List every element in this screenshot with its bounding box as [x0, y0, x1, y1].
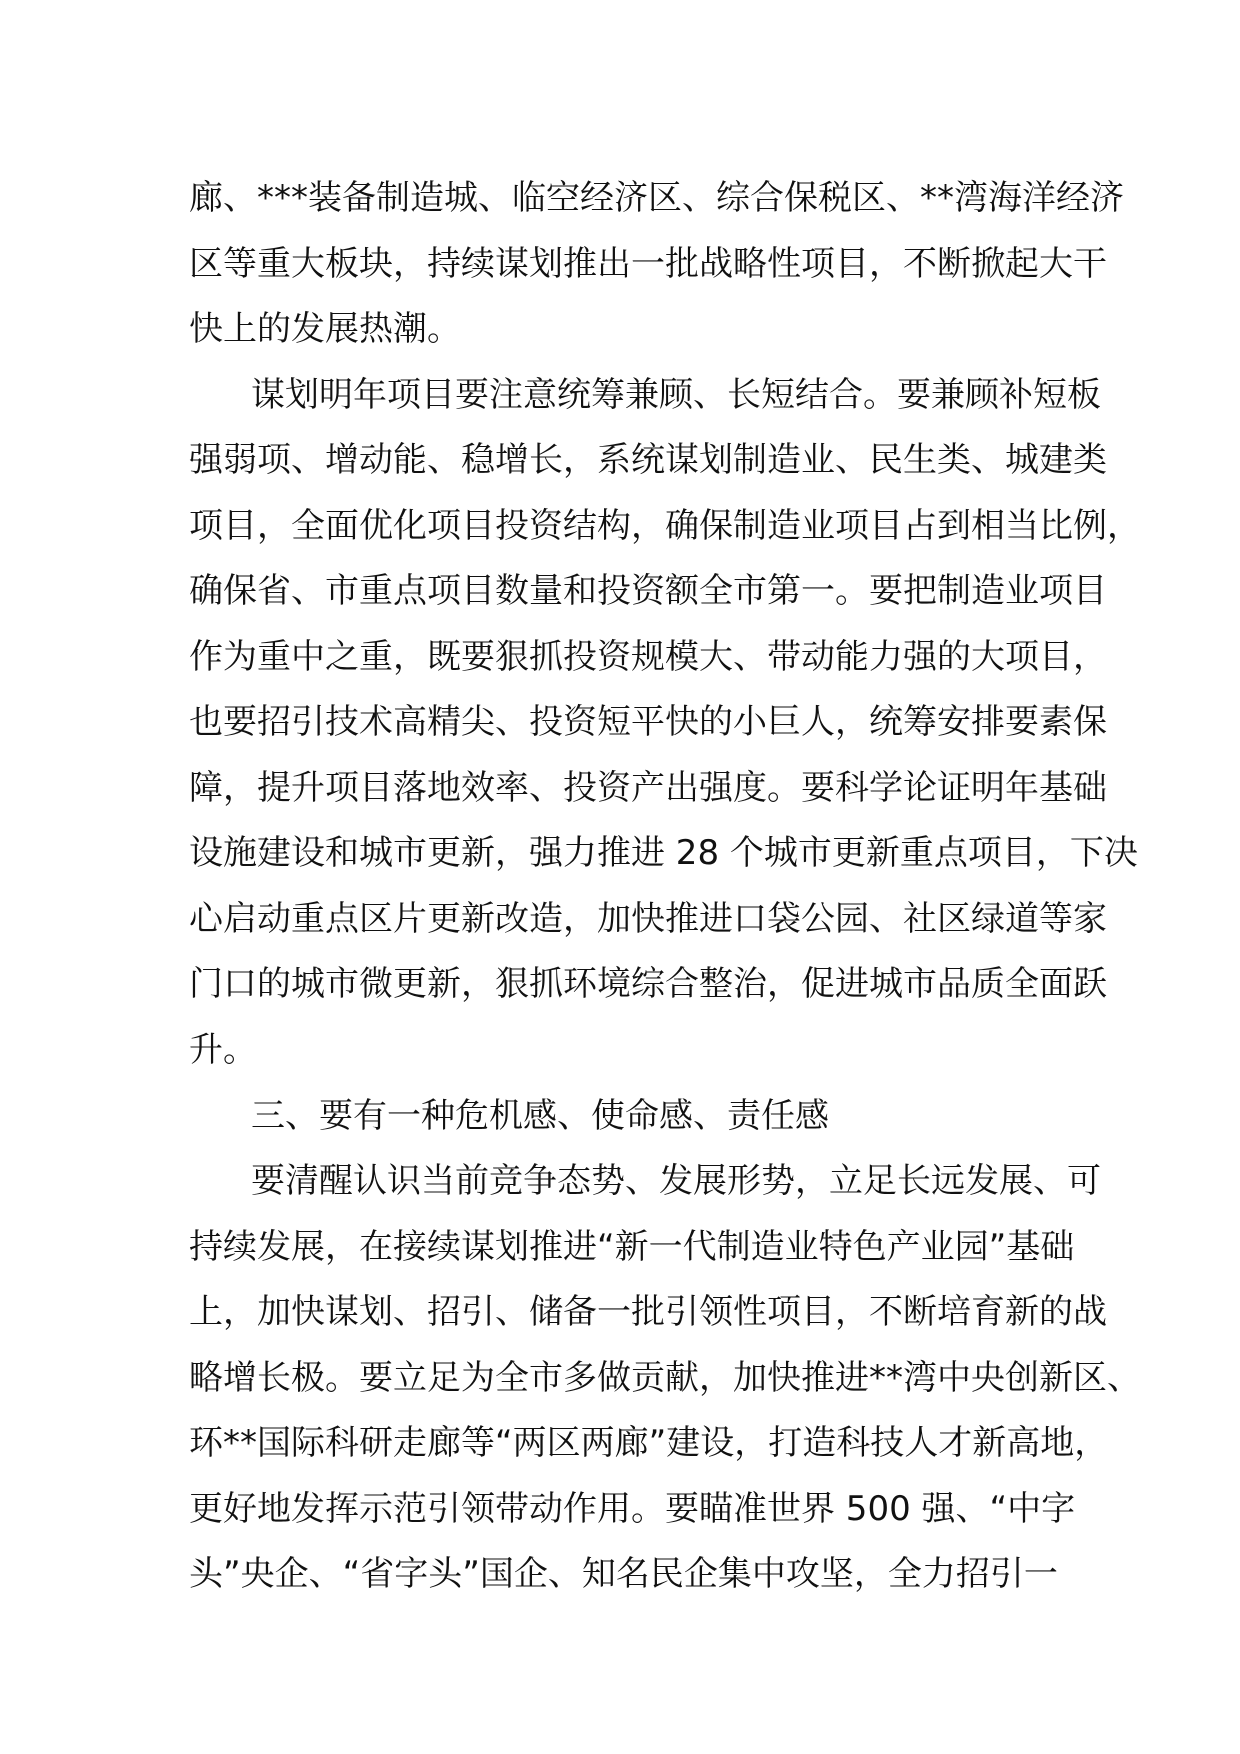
paragraph-line: 作为重中之重，既要狠抓投资规模大、带动能力强的大项目，: [189, 637, 1107, 677]
paragraph-line: 障，提升项目落地效率、投资产出强度。要科学论证明年基础: [189, 768, 1107, 808]
paragraph-line: 强弱项、增动能、稳增长，系统谋划制造业、民生类、城建类: [189, 440, 1107, 480]
paragraph-line: 更好地发挥示范引领带动作用。要瞄准世界 500 强、“中字: [189, 1489, 1076, 1529]
paragraph-line: 要清醒认识当前竞争态势、发展形势，立足长远发展、可: [251, 1161, 1101, 1201]
paragraph-line: 设施建设和城市更新，强力推进 28 个城市更新重点项目，下决: [189, 833, 1138, 873]
paragraph-line: 廊、***装备制造城、临空经济区、综合保税区、**湾海洋经济: [189, 178, 1124, 218]
paragraph-line: 快上的发展热潮。: [189, 309, 461, 349]
paragraph-line: 略增长极。要立足为全市多做贡献，加快推进**湾中央创新区、: [189, 1358, 1141, 1398]
paragraph-line: 头”央企、“省字头”国企、知名民企集中攻坚，全力招引一: [189, 1554, 1058, 1594]
section-heading: 三、要有一种危机感、使命感、责任感: [251, 1096, 829, 1136]
paragraph-line: 环**国际科研走廊等“两区两廊”建设，打造科技人才新高地，: [189, 1423, 1109, 1463]
paragraph-line: 项目，全面优化项目投资结构，确保制造业项目占到相当比例，: [189, 506, 1141, 546]
paragraph-line: 谋划明年项目要注意统筹兼顾、长短结合。要兼顾补短板: [251, 375, 1101, 415]
paragraph-line: 也要招引技术高精尖、投资短平快的小巨人，统筹安排要素保: [189, 702, 1107, 742]
paragraph-line: 心启动重点区片更新改造，加快推进口袋公园、社区绿道等家: [189, 899, 1107, 939]
paragraph-line: 升。: [189, 1030, 257, 1070]
paragraph-line: 确保省、市重点项目数量和投资额全市第一。要把制造业项目: [189, 571, 1107, 611]
paragraph-line: 区等重大板块，持续谋划推出一批战略性项目，不断掀起大干: [189, 244, 1107, 284]
paragraph-line: 门口的城市微更新，狠抓环境综合整治，促进城市品质全面跃: [189, 964, 1107, 1004]
paragraph-line: 持续发展，在接续谋划推进“新一代制造业特色产业园”基础: [189, 1227, 1075, 1267]
paragraph-line: 上，加快谋划、招引、储备一批引领性项目，不断培育新的战: [189, 1292, 1107, 1332]
